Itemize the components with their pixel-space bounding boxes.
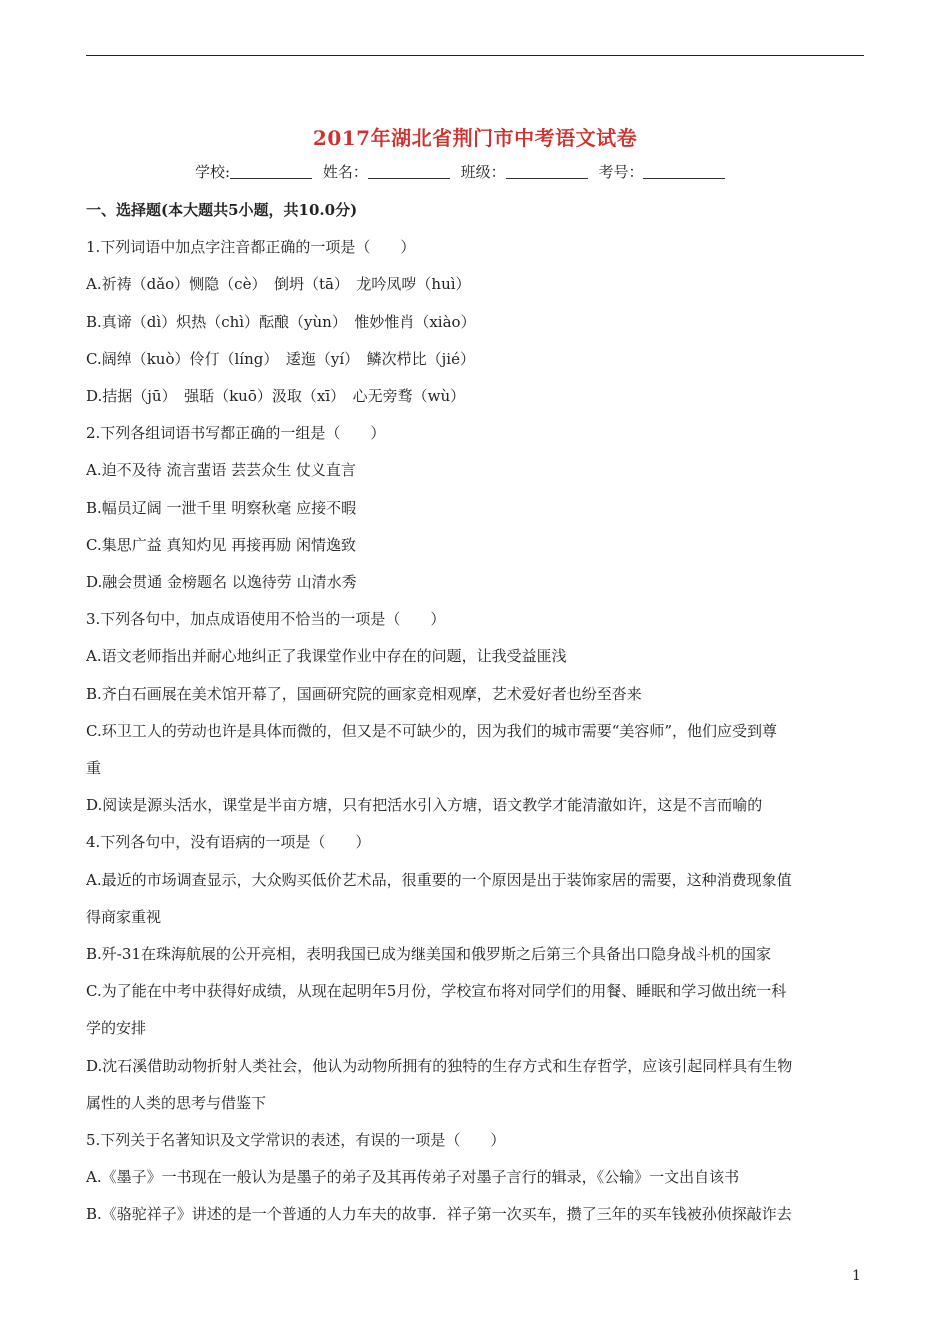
question-1-stem: 1.下列词语中加点字注音都正确的一项是（ ） (86, 238, 416, 257)
question-3-option-b: B.齐白石画展在美术馆开幕了，国画研究院的画家竞相观摩，艺术爱好者也纷至沓来 (86, 684, 642, 703)
header-rule (86, 55, 864, 56)
exam-content (86, 192, 866, 1234)
school-blank[interactable] (230, 178, 312, 179)
school-label: 学校: (195, 163, 231, 181)
question-4-option-a: A.最近的市场调查显示，大众购买低价艺术品，很重要的一个原因是出于装饰家居的需要，这种消费现象值 (86, 870, 792, 889)
question-4-option-d: D.沈石溪借助动物折射人类社会，他认为动物所拥有的独特的生存方式和生存哲学，应该引起同样具有生物 (86, 1056, 793, 1075)
question-3-option-d: D.阅读是源头活水，课堂是半亩方塘，只有把活水引入方塘，语文教学才能清澈如许，这是不言而喻的 (86, 796, 763, 815)
question-2-option-a: A.迫不及待 流言蜚语 芸芸众生 仗义直言 (86, 461, 356, 480)
question-5-stem: 5.下列关于名著知识及文学常识的表述，有误的一项是（ ） (86, 1131, 506, 1150)
class-label: 班级： (460, 163, 506, 181)
name-blank[interactable] (368, 178, 450, 179)
question-3-option-c-cont: 重 (86, 759, 102, 778)
question-1-option-a: A.祈祷（dǎo）恻隐（cè） 倒坍（tā） 龙吟凤哕（huì） (86, 275, 471, 294)
question-5-option-a: A.《墨子》一书现在一般认为是墨子的弟子及其再传弟子对墨子言行的辑录，《公输》一文出自该书 (86, 1168, 740, 1187)
question-3-option-a: A.语文老师指出并耐心地纠正了我课堂作业中存在的问题，让我受益匪浅 (86, 647, 567, 666)
question-3-stem: 3.下列各句中，加点成语使用不恰当的一项是（ ） (86, 610, 446, 629)
question-4-option-a-cont: 得商家重视 (86, 907, 162, 926)
question-2-option-b: B.幅员辽阔 一泄千里 明察秋毫 应接不暇 (86, 498, 357, 517)
exam-no-blank[interactable] (643, 178, 725, 179)
question-4-stem: 4.下列各句中，没有语病的一项是（ ） (86, 833, 371, 852)
page-number: 1 (852, 1268, 861, 1284)
question-4-option-b: B.歼-31在珠海航展的公开亮相，表明我国已成为继美国和俄罗斯之后第三个具备出口隐身战斗机的国家 (86, 945, 771, 964)
question-1-option-b: B.真谛（dì）炽热（chì）酝酿（yùn） 惟妙惟肖（xiào） (86, 312, 476, 331)
student-info-row (195, 161, 731, 182)
question-4-option-c-cont: 学的安排 (86, 1019, 147, 1038)
class-blank[interactable] (506, 178, 588, 179)
question-2-option-d: D.融会贯通 金榜题名 以逸待劳 山清水秀 (86, 573, 357, 592)
question-5-option-b: B.《骆驼祥子》讲述的是一个普通的人力车夫的故事．祥子第一次买车，攒了三年的买车钱被孙侦探敲诈去 (86, 1205, 792, 1224)
question-4-option-c: C.为了能在中考中获得好成绩，从现在起明年5月份，学校宣布将对同学们的用餐、睡眠和学习做出统一科 (86, 982, 787, 1001)
question-2-option-c: C.集思广益 真知灼见 再接再励 闲情逸致 (86, 535, 357, 554)
exam-no-label: 考号： (598, 163, 644, 181)
exam-title: 2017年湖北省荆门市中考语文试卷 (312, 126, 638, 150)
question-1-option-c: C.阔绰（kuò）伶仃（líng） 逶迤（yí） 鳞次栉比（jié） (86, 349, 475, 368)
question-3-option-c: C.环卫工人的劳动也许是具体而微的，但又是不可缺少的，因为我们的城市需要“美容师”，他们应受到尊 (86, 721, 778, 740)
question-4-option-d-cont: 属性的人类的思考与借鉴下 (86, 1093, 267, 1112)
question-1-option-d: D.拮据（jū） 强聒（kuō）汲取（xī） 心无旁骛（wù） (86, 387, 466, 406)
name-label: 姓名： (322, 163, 368, 181)
question-2-stem: 2.下列各组词语书写都正确的一组是（ ） (86, 424, 386, 443)
section-heading: 一、选择题(本大题共5小题，共10.0分) (86, 201, 358, 219)
